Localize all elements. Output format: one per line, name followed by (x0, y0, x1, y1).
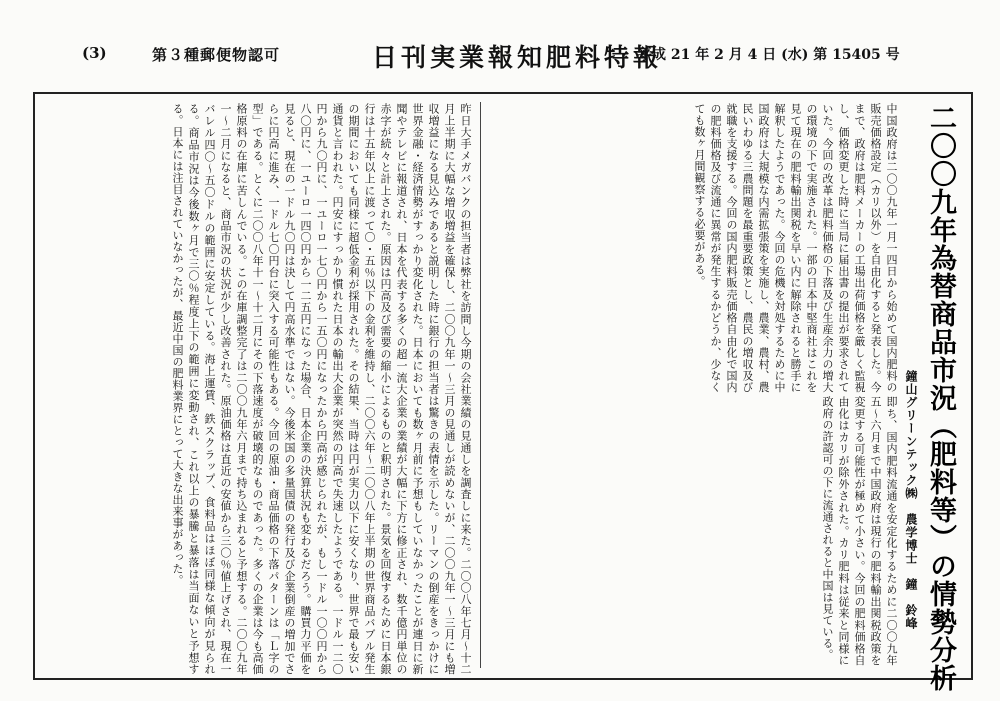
article-column-c: 昨日大手メガバンクの担当者は弊社を訪問し今期の会社業績の見通しを調査しに来た。二〇〇八年七月～十二月上半期に大幅な増収増益を確保し、二〇〇九年一～三月の見通しが読めないが、二〇〇九年一～三月にも増収増益になる見込みであると説明した時に銀行の担当者は驚きの表情を示した。リーマンの倒産をきっかけに世界金融・経済情勢がすっかり変化された。日本においても数ヶ月前に予想もしていなかったことが連日に新聞やテレビに報道され、日本を代表する多くの超一流大企業の業績が大幅に下方に修正され、数千億円単位の赤字が続々と計上された。原因は円高及び需要の縮小によるものと釈明された。景気を回復するために日本銀行は十五年以上に渡って〇・五％以下の金利を維持し、二〇〇六年～二〇〇八年上半期の世界商品バブル発生の期間においても同様に超低金利が採用された。その結果、当時は円が実力以下に安くなり、世界で最も安い通貨と言われた。円安にすっかり慣れた日本の輸出大企業が突然の円高で失速したようである。一ドル一二〇円から九〇円に、一ユーロ一七〇円から一五〇円になったから円高が感じられたが、もし一ドル一〇〇円から八〇円に、一ユーロ一四〇円から一二五円になった場合、日本企業の決算状況も変わるだろう。購買力平価を見ると、現在の一ドル九〇円は決して円高水準ではない。今後米国の多量国債の発行及び企業倒産の増加でさらに円高に進み、一ドル七〇円台に突入する可能性もある。今回の原油・商品価格の下落パターンは「Ｌ字の型」である。とくに二〇〇八年十一～十二月にその下落速度が破壊的なものであった。多くの企業は今も高価格原料の在庫に苦しんでいる。この在庫調整完了は二〇〇九年六月まで持ち込まれると予想する。二〇〇九年一～二月になると、商品市況の状況が少し改善された。原油価格は直近の安値から三〇％値上げされ、現在一バレル四〇～五〇ドルの範囲に安定している。海上運賃、鉄スクラップ、食料品はほぼ同様な傾向が見られる。商品市況は今後数ヶ月で三〇％程度上下の範囲に変動され、これ以上の暴騰と暴落は当面ないと予想する。日本には注目されていなかったが、最近中国の肥料業界にとって大きな出来事があった。 (171, 103, 472, 675)
article-byline: 鐘山グリーンテック㈱ 農学博士 鐘 鈴峰 (904, 370, 918, 630)
page-number: (3) (82, 44, 107, 62)
article-headline: 二〇〇九年為替商品市況（肥料等）の情勢分析 (925, 104, 956, 692)
column-divider (480, 102, 481, 668)
article-column-a: 中国政府は二〇〇九年一月一四日から始めて国内肥料の販売価格設定（カリ以外）を自由化すると発表した。今まで、政府は肥料メーカーの工場出荷価格を厳しく監視し、価格変更した時に当局に届出書の提出が要求されていた。今回の改革は肥料価格の下落及び生産余力の増大の環境の下で実施された。一部の日本中堅商社はこれを見て現在の肥料輸出関税を早い内に解除されると勝手に解釈したようであった。今回の危機を対処するために中国政府は大規模な内需拡張策を実施し、農業、農村、農民いわゆる三農問題を最重要政策とし、農民の増収及び就職を支援する。今回の国内肥料販売価格自由化で国内の肥料価格及び流通に異常が発生するかどうか、少なくても数ヶ月間観察する必要がある。 (693, 103, 898, 393)
newspaper-title: 日刊実業報知肥料特報 (372, 43, 663, 72)
article-column-b: 即ち、国内肥料流通を安定化するために二〇〇九年五～六月まで中国政府は現行の肥料輸出関税政策を変更する可能性が極めて小さい。今回の肥料価格自由化はカリが除外された。カリ肥料は従来と同様に政府の許認可の下に流通されると中国は見ている。 (821, 396, 898, 666)
postal-permit: 第３種郵便物認可 (152, 46, 281, 64)
issue-date: 平成 21 年 2 月 4 日 (水) 第 15405 号 (638, 47, 900, 63)
